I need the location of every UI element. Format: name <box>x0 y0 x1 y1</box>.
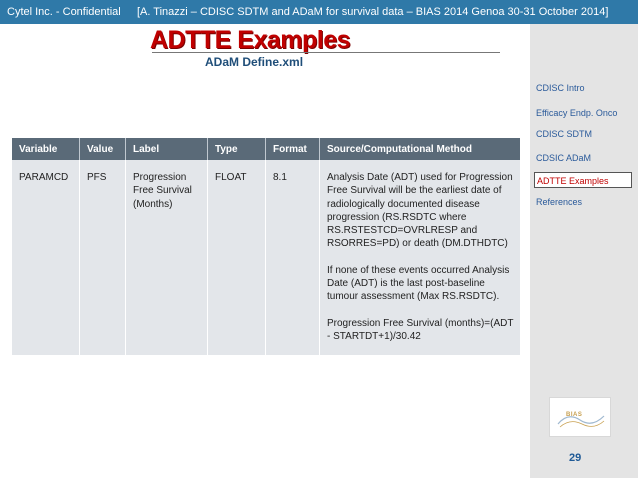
bias-logo <box>549 397 611 437</box>
cell-type: FLOAT <box>208 160 266 355</box>
column-header-format: Format <box>266 138 320 160</box>
title-divider <box>152 52 500 53</box>
column-header-variable: Variable <box>12 138 80 160</box>
define-xml-table <box>12 138 520 355</box>
paragraph-gap <box>327 304 516 317</box>
page-number: 29 <box>569 452 582 464</box>
slide-title: ADTTE Examples <box>150 26 351 54</box>
method-paragraph: Progression Free Survival (months)=(ADT - STARTDT+1)/30.42 <box>327 317 514 342</box>
table-header-row <box>12 138 520 160</box>
method-paragraph: If none of these events occurred Analysis Date (ADT) is the last post-baseline tumour assessment (Max RS.RSDTC). <box>327 264 510 303</box>
nav-item-cdisc-intro[interactable]: CDISC Intro <box>536 83 585 93</box>
slide-subtitle: ADaM Define.xml <box>205 55 304 69</box>
column-header-type: Type <box>208 138 266 160</box>
nav-item-cdisc-sdtm[interactable]: CDISC SDTM <box>536 129 592 139</box>
column-header-label: Label <box>126 138 208 160</box>
nav-item-references[interactable]: References <box>536 197 583 207</box>
cell-method <box>320 160 521 355</box>
nav-item-efficacy-endpoints[interactable]: Efficacy Endp. Onco <box>536 108 618 118</box>
nav-item-cdisc-adam[interactable]: CDSIC ADaM <box>536 153 592 163</box>
table-row <box>12 160 520 355</box>
logo-wave-graphic <box>556 406 606 430</box>
method-paragraph: Analysis Date (ADT) used for Progression Free Survival will be the earliest date of radiologically documented disease progression (RS.RSDTC where RS.RSTESTCD=OVRLRESP and RSORRES=PD) or death (DM.DTHDTC) <box>327 172 513 250</box>
confidential-label: Cytel Inc. - Confidential <box>7 6 121 18</box>
column-header-value: Value <box>80 138 126 160</box>
header-bar <box>0 0 638 24</box>
column-header-method: Source/Computational Method <box>320 138 521 160</box>
cell-label: Progression Free Survival (Months) <box>126 160 208 355</box>
cell-variable: PARAMCD <box>12 160 80 355</box>
paragraph-gap <box>327 251 516 264</box>
logo-text: BIAS <box>566 412 583 418</box>
cell-value: PFS <box>80 160 126 355</box>
cell-format: 8.1 <box>266 160 320 355</box>
nav-item-adtte-examples[interactable]: ADTTE Examples <box>534 172 632 188</box>
presentation-reference: [A. Tinazzi – CDISC SDTM and ADaM for survival data – BIAS 2014 Genoa 30-31 October 2014] <box>137 6 609 18</box>
